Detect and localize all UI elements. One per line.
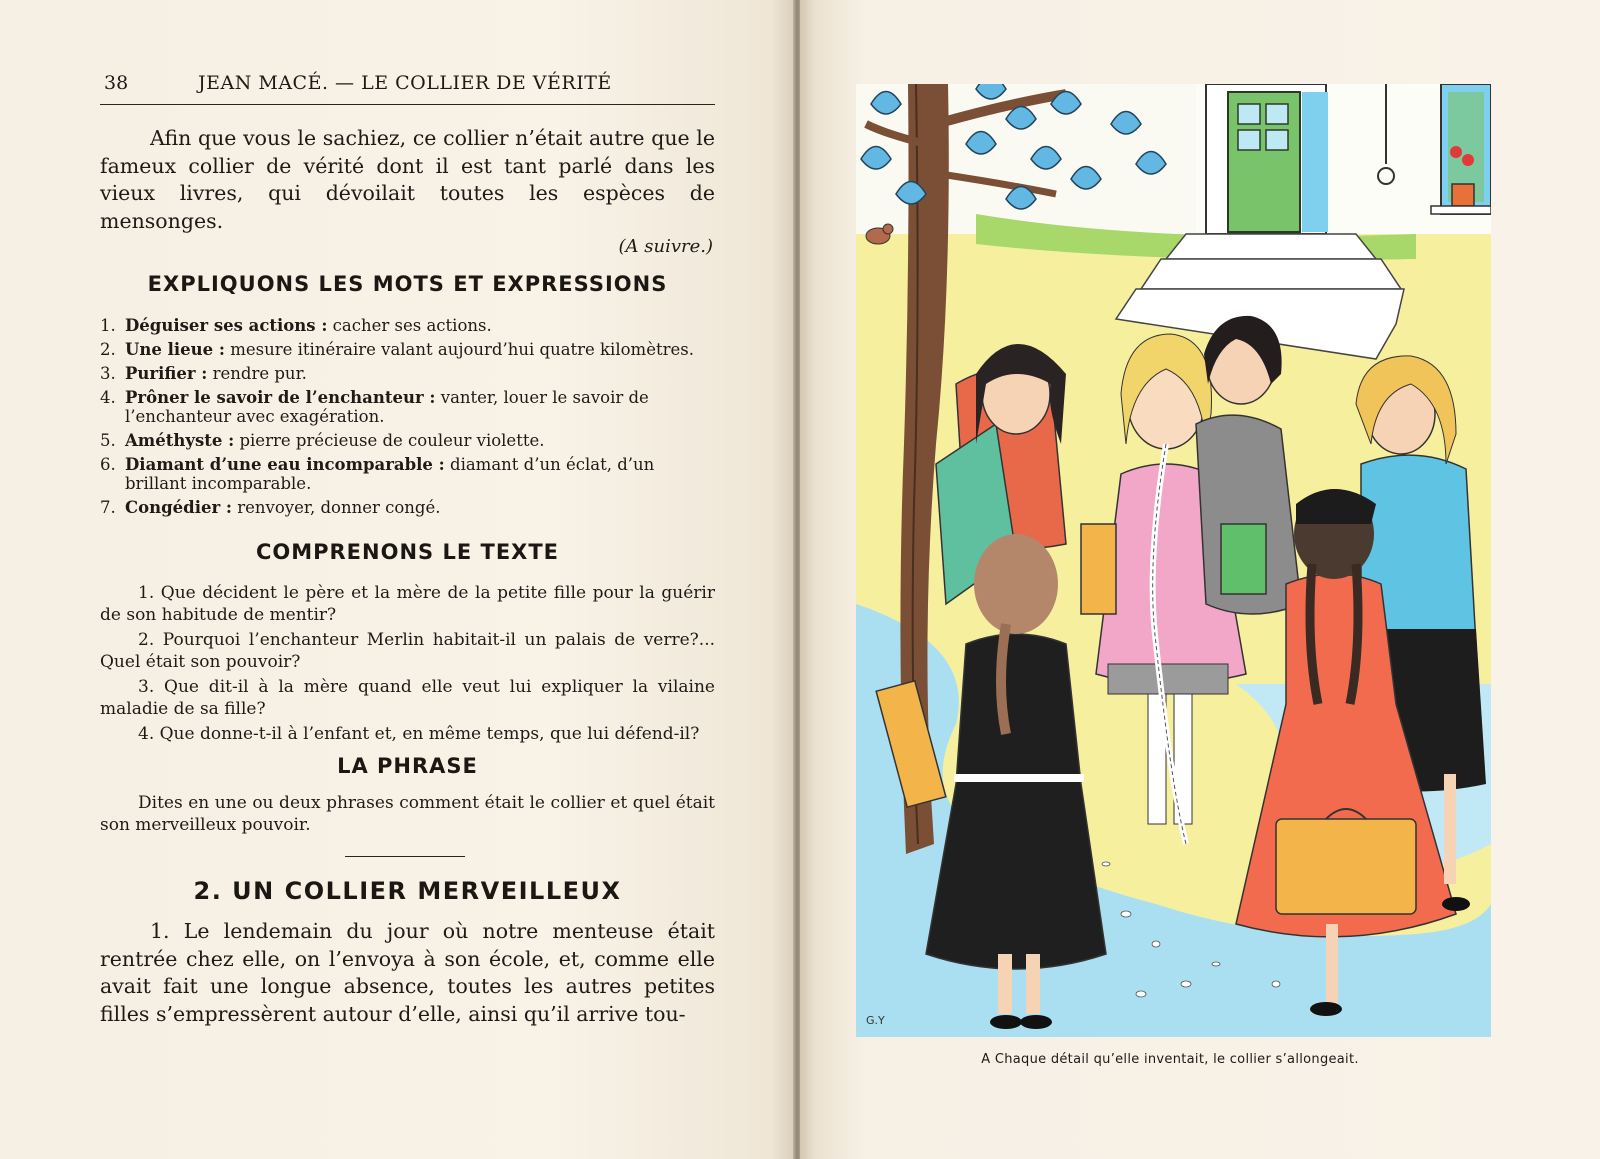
definition-term: Congédier : <box>125 498 233 517</box>
definition-text: renvoyer, donner congé. <box>232 498 441 517</box>
definitions-list <box>100 316 715 522</box>
left-page <box>0 0 795 1159</box>
definition-item <box>100 364 715 383</box>
questions-block <box>100 582 715 748</box>
running-title: JEAN MACÉ. — LE COLLIER DE VÉRITÉ <box>198 72 612 94</box>
chapter-paragraph-block <box>100 918 715 1028</box>
definition-text: pierre précieuse de couleur violette. <box>234 431 545 450</box>
definition-text: rendre pur. <box>207 364 307 383</box>
definition-text: cacher ses actions. <box>327 316 492 335</box>
section-divider <box>345 856 465 857</box>
question-item: 4. Que donne-t-il à l’enfant et, en même temps, que lui défend-il? <box>138 724 700 744</box>
heading-words: EXPLIQUONS LES MOTS ET EXPRESSIONS <box>147 272 668 296</box>
illustration-caption: A Chaque détail qu’elle inventait, le collier s’allongeait. <box>981 1052 1359 1067</box>
definition-item <box>100 340 715 359</box>
phrase-block <box>100 792 715 839</box>
a-suivre-note: (A suivre.) <box>618 236 713 257</box>
question-item: 2. Pourquoi l’enchanteur Merlin habitait-il un palais de verre?... Quel était son pouvoir? <box>100 630 715 672</box>
definition-number: 5. <box>100 431 116 450</box>
page-number: 38 <box>104 72 129 94</box>
artist-signature: G.Y <box>866 1014 885 1027</box>
chapter-title: 2. UN COLLIER MERVEILLEUX <box>193 877 622 905</box>
definition-term: Déguiser ses actions : <box>125 316 328 335</box>
opening-paragraph: Afin que vous le sachiez, ce collier n’était autre que le fameux collier de vérité dont il est tant parlé dans les vieux livres, qui dévoilait toutes les espèces de mensonges. <box>100 126 715 233</box>
definition-number: 2. <box>100 340 116 359</box>
definition-item <box>100 316 715 335</box>
definition-text: diamant d’un éclat, d’un brillant incomparable. <box>125 455 655 493</box>
definition-number: 1. <box>100 316 116 335</box>
definition-number: 3. <box>100 364 116 383</box>
heading-phrase: LA PHRASE <box>337 754 478 778</box>
opening-paragraph-block <box>100 125 715 257</box>
illustration <box>856 84 1491 1037</box>
definition-term: Améthyste : <box>125 431 235 450</box>
definition-term: Prôner le savoir de l’enchanteur : <box>125 388 436 407</box>
question-item: 1. Que décident le père et la mère de la petite fille pour la guérir de son habitude de mentir? <box>100 583 715 625</box>
definition-text: vanter, louer le savoir de l’enchanteur avec exagération. <box>125 388 649 426</box>
definition-term: Une lieue : <box>125 340 225 359</box>
running-head <box>100 70 715 105</box>
heading-comprehension: COMPRENONS LE TEXTE <box>255 540 560 564</box>
phrase-instruction: Dites en une ou deux phrases comment était le collier et quel était son merveilleux pouvoir. <box>100 793 715 835</box>
definition-number: 7. <box>100 498 116 517</box>
chapter-paragraph: 1. Le lendemain du jour où notre menteuse était rentrée chez elle, on l’envoya à son école, et, comme elle avait fait une longue absence, toutes les autres petites filles s’empressèrent autour d’elle, ainsi qu’il arrive tou- <box>100 919 715 1026</box>
definition-item <box>100 388 715 426</box>
definition-item <box>100 498 715 517</box>
definition-item <box>100 431 715 450</box>
illustration-art <box>856 84 1491 1037</box>
question-item: 3. Que dit-il à la mère quand elle veut lui expliquer la vilaine maladie de sa fille? <box>100 677 715 719</box>
definition-item <box>100 455 715 493</box>
definition-text: mesure itinéraire valant aujourd’hui quatre kilomètres. <box>225 340 694 359</box>
definition-number: 6. <box>100 455 116 474</box>
definition-term: Purifier : <box>125 364 208 383</box>
definition-number: 4. <box>100 388 116 407</box>
definition-term: Diamant d’une eau incomparable : <box>125 455 445 474</box>
